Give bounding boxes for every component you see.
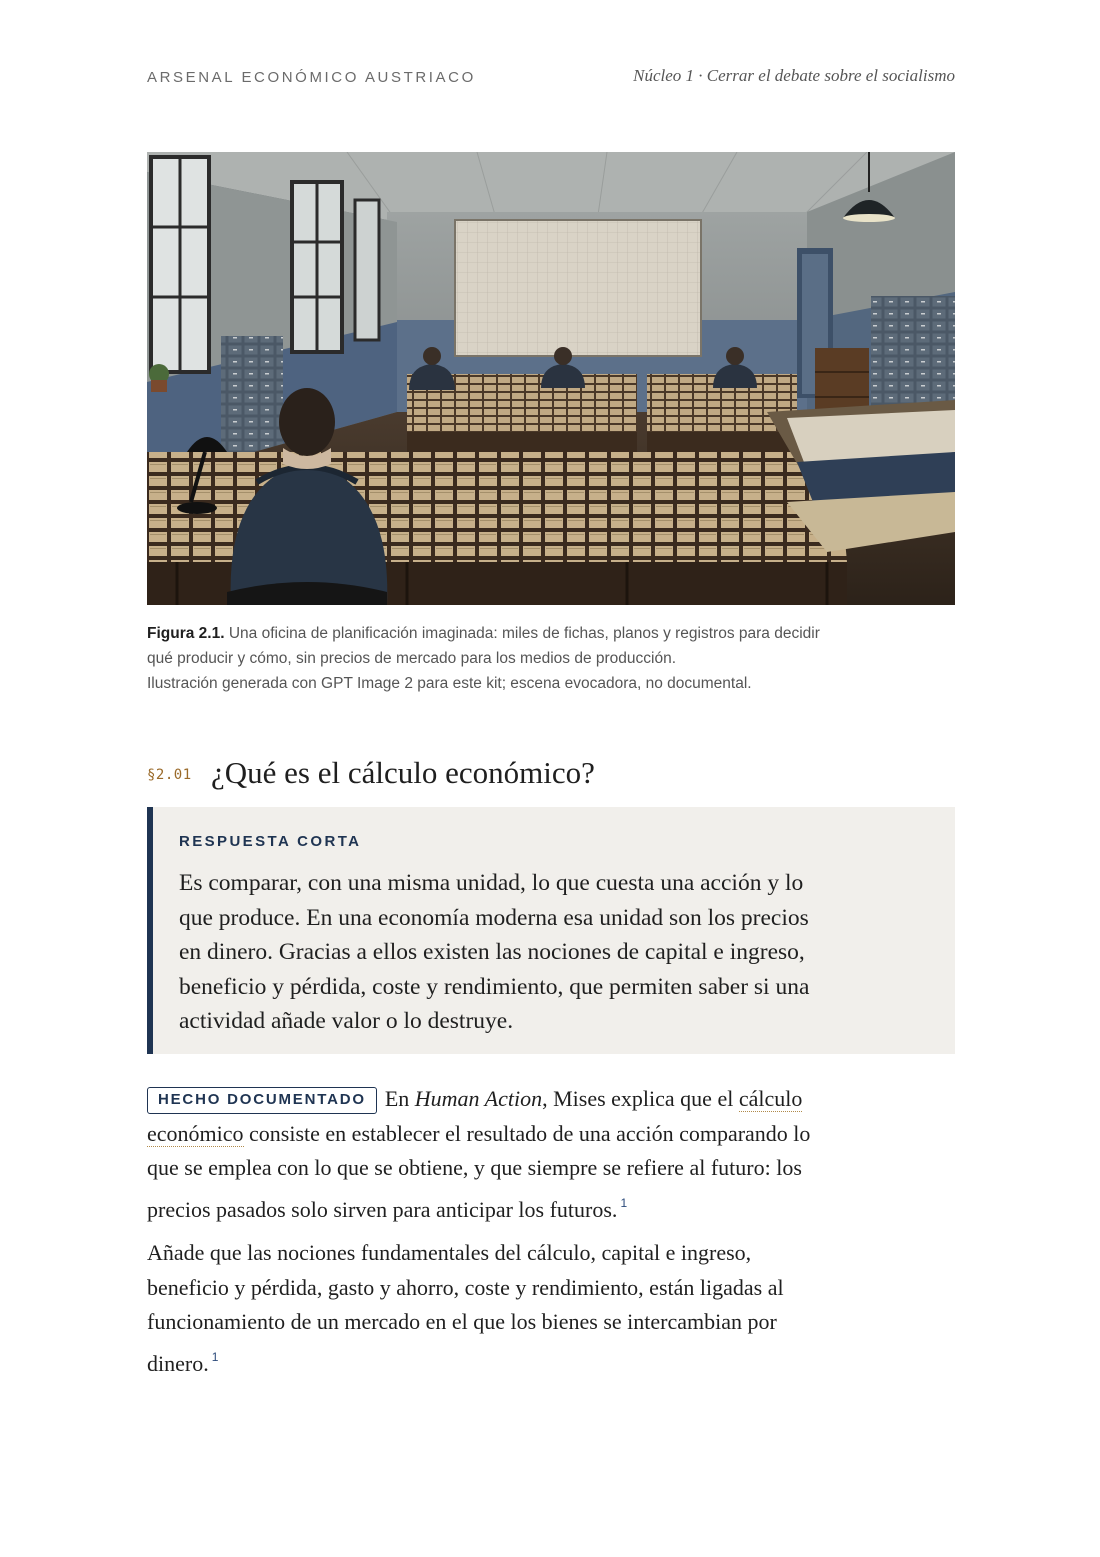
paragraph-text: consiste en establecer el resultado de una acción comparando lo: [243, 1120, 811, 1146]
paragraph-line: funcionamiento de un mercado en el que los bienes se intercambian por: [147, 1309, 777, 1334]
paragraph-line: dinero.: [147, 1350, 209, 1376]
section-number: §2.01: [147, 767, 192, 783]
section-title: ¿Qué es el cálculo económico?: [211, 755, 595, 790]
section-heading: [147, 755, 955, 795]
figure-label: Figura 2.1.: [147, 625, 225, 642]
paragraph-line: Añade que las nociones fundamentales del cálculo, capital e ingreso,: [147, 1240, 752, 1265]
short-answer-text: [179, 866, 939, 1039]
short-answer-line: en dinero. Gracias a ellos existen las nociones de capital e ingreso,: [179, 939, 805, 966]
glossary-term-link[interactable]: económico: [147, 1120, 244, 1146]
figure-credit: Ilustración generada con GPT Image 2 para este kit; escena evocadora, no documental.: [147, 675, 752, 692]
paragraph-text: que se emplea con lo que se obtiene, y que siempre se refiere al futuro: los: [147, 1155, 802, 1180]
book-title: ARSENAL ECONÓMICO AUSTRIACO: [147, 69, 476, 86]
book-title-italic: Human Action: [414, 1086, 543, 1111]
figure-illustration: [147, 152, 955, 605]
paragraph-text: precios pasados solo sirven para anticipar los futuros.: [147, 1196, 618, 1222]
short-answer-line: que produce. En una economía moderna esa unidad son los precios: [179, 904, 809, 931]
paragraph-market-notions: [147, 1236, 955, 1381]
short-answer-line: Es comparar, con una misma unidad, lo que cuesta una acción y lo: [179, 870, 804, 896]
running-header: [147, 66, 955, 90]
footnote-ref[interactable]: 1: [211, 1349, 219, 1364]
chapter-title: Núcleo 1 · Cerrar el debate sobre el socialismo: [633, 66, 955, 85]
document-page: [147, 0, 955, 1557]
documented-fact-badge: HECHO DOCUMENTADO: [147, 1087, 377, 1114]
caption-text-1: Una oficina de planificación imaginada: miles de fichas, planos y registros para decidir: [228, 625, 820, 642]
planning-office-illustration: [147, 152, 955, 605]
caption-text-2: qué producir y cómo, sin precios de mercado para los medios de producción.: [147, 650, 676, 667]
short-answer-callout: [147, 807, 955, 1054]
paragraph-text: En: [384, 1086, 415, 1111]
figure-caption: [147, 621, 955, 696]
paragraph-line: beneficio y pérdida, gasto y ahorro, coste y rendimiento, están ligadas al: [147, 1274, 784, 1300]
footnote-ref[interactable]: 1: [620, 1195, 628, 1210]
short-answer-line: actividad añade valor o lo destruye.: [179, 1008, 514, 1035]
paragraph-documented-fact: [147, 1082, 955, 1227]
glossary-term-link[interactable]: cálculo: [738, 1086, 803, 1111]
paragraph-text: , Mises explica que el: [542, 1086, 739, 1111]
short-answer-label: RESPUESTA CORTA: [179, 833, 362, 850]
short-answer-line: beneficio y pérdida, coste y rendimiento, que permiten saber si una: [179, 973, 810, 1000]
